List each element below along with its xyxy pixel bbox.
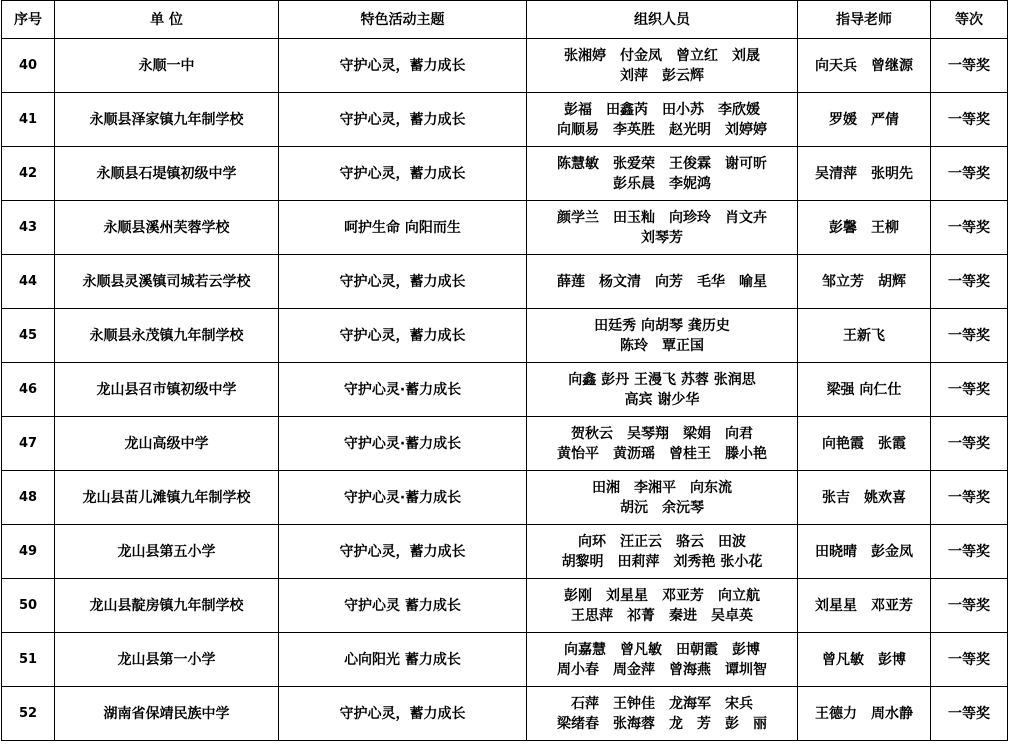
organizers-line: 胡黎明 田莉萍 刘秀艳 张小花	[561, 553, 763, 570]
organizers-line: 周小春 周金萍 曾海燕 谭圳智	[557, 661, 767, 678]
organizers-line: 向嘉慧 曾凡敏 田朝霞 彭博	[564, 641, 760, 658]
table-header	[2, 1, 1008, 39]
organizers-line: 黄怡平 黄沥瑶 曾桂王 滕小艳	[557, 445, 767, 462]
row-organizers	[527, 93, 798, 147]
row-advisors: 邹立芳 胡辉	[798, 255, 931, 309]
row-grade: 一等奖	[931, 363, 1008, 417]
row-advisors: 彭馨 王柳	[798, 201, 931, 255]
row-grade: 一等奖	[931, 201, 1008, 255]
row-theme: 守护心灵，蓄力成长	[279, 93, 527, 147]
table-row	[2, 201, 1008, 255]
row-unit: 永顺一中	[55, 39, 279, 93]
organizers-line: 刘萍 彭云辉	[620, 67, 704, 84]
row-unit: 湖南省保靖民族中学	[55, 687, 279, 741]
organizers-line: 向顺易 李英胜 赵光明 刘婷婷	[557, 121, 767, 138]
table-row	[2, 525, 1008, 579]
row-organizers	[527, 687, 798, 741]
row-number: 52	[2, 687, 55, 741]
row-theme: 守护心灵·蓄力成长	[279, 363, 527, 417]
organizers-line: 向鑫 彭丹 王漫飞 苏蓉 张润思	[568, 371, 756, 388]
row-unit: 龙山县第一小学	[55, 633, 279, 687]
row-advisors: 梁强 向仁仕	[798, 363, 931, 417]
row-organizers	[527, 579, 798, 633]
row-organizers	[527, 633, 798, 687]
row-organizers	[527, 417, 798, 471]
row-number: 46	[2, 363, 55, 417]
row-unit: 永顺县灵溪镇司城若云学校	[55, 255, 279, 309]
row-number: 41	[2, 93, 55, 147]
row-unit: 永顺县石堤镇初级中学	[55, 147, 279, 201]
row-number: 47	[2, 417, 55, 471]
row-theme: 心向阳光 蓄力成长	[279, 633, 527, 687]
row-unit: 龙山县召市镇初级中学	[55, 363, 279, 417]
table-row	[2, 309, 1008, 363]
row-theme: 守护心灵，蓄力成长	[279, 309, 527, 363]
table-row	[2, 255, 1008, 309]
header-theme: 特色活动主题	[279, 1, 527, 39]
row-advisors: 向天兵 曾继源	[798, 39, 931, 93]
table-row	[2, 687, 1008, 741]
row-organizers	[527, 363, 798, 417]
row-grade: 一等奖	[931, 417, 1008, 471]
organizers-line: 梁绪春 张海蓉 龙 芳 彭 丽	[557, 715, 767, 732]
header-advisors: 指导老师	[798, 1, 931, 39]
row-number: 40	[2, 39, 55, 93]
organizers-line: 彭福 田鑫芮 田小苏 李欣媛	[564, 101, 760, 118]
organizers-line: 薛莲 杨文清 向芳 毛华 喻星	[557, 273, 767, 290]
row-grade: 一等奖	[931, 687, 1008, 741]
organizers-line: 陈慧敏 张爱荣 王俊霖 谢可昕	[557, 155, 767, 172]
organizers-line: 王思萍 祁菁 秦进 吴卓英	[571, 607, 753, 624]
row-theme: 守护心灵，蓄力成长	[279, 147, 527, 201]
row-grade: 一等奖	[931, 147, 1008, 201]
row-organizers	[527, 255, 798, 309]
header-number: 序号	[2, 1, 55, 39]
organizers-line: 胡沅 余沅琴	[620, 499, 704, 516]
awards-table	[1, 0, 1008, 741]
row-unit: 永顺县溪州芙蓉学校	[55, 201, 279, 255]
header-organizers: 组织人员	[527, 1, 798, 39]
row-unit: 龙山县第五小学	[55, 525, 279, 579]
row-theme: 守护心灵，蓄力成长	[279, 687, 527, 741]
organizers-line: 向环 汪正云 骆云 田波	[578, 533, 746, 550]
row-number: 50	[2, 579, 55, 633]
row-unit: 永顺县泽家镇九年制学校	[55, 93, 279, 147]
row-advisors: 吴清萍 张明先	[798, 147, 931, 201]
row-number: 43	[2, 201, 55, 255]
row-organizers	[527, 39, 798, 93]
row-organizers	[527, 471, 798, 525]
table-row	[2, 417, 1008, 471]
row-advisors: 田晓晴 彭金凤	[798, 525, 931, 579]
row-number: 45	[2, 309, 55, 363]
row-advisors: 张吉 姚欢喜	[798, 471, 931, 525]
row-advisors: 罗媛 严倩	[798, 93, 931, 147]
organizers-line: 颜学兰 田玉籼 向珍玲 肖文卉	[557, 209, 767, 226]
row-grade: 一等奖	[931, 579, 1008, 633]
table-row	[2, 633, 1008, 687]
organizers-line: 刘琴芳	[641, 229, 683, 246]
row-number: 48	[2, 471, 55, 525]
table-row	[2, 147, 1008, 201]
row-unit: 龙山县靛房镇九年制学校	[55, 579, 279, 633]
row-theme: 守护心灵，蓄力成长	[279, 525, 527, 579]
row-organizers	[527, 147, 798, 201]
row-unit: 永顺县永茂镇九年制学校	[55, 309, 279, 363]
row-grade: 一等奖	[931, 39, 1008, 93]
row-grade: 一等奖	[931, 309, 1008, 363]
organizers-line: 张湘婷 付金凤 曾立红 刘晟	[564, 47, 760, 64]
row-number: 51	[2, 633, 55, 687]
table-row	[2, 93, 1008, 147]
header-row	[2, 1, 1008, 39]
row-grade: 一等奖	[931, 633, 1008, 687]
organizers-line: 彭乐晨 李妮鸿	[613, 175, 711, 192]
row-unit: 龙山县苗儿滩镇九年制学校	[55, 471, 279, 525]
table-row	[2, 579, 1008, 633]
row-theme: 呵护生命 向阳而生	[279, 201, 527, 255]
header-unit: 单 位	[55, 1, 279, 39]
row-organizers	[527, 201, 798, 255]
table-row	[2, 39, 1008, 93]
table-row	[2, 471, 1008, 525]
table-row	[2, 363, 1008, 417]
row-organizers	[527, 309, 798, 363]
organizers-line: 田廷秀 向胡琴 龚历史	[594, 317, 730, 334]
row-theme: 守护心灵，蓄力成长	[279, 255, 527, 309]
row-organizers	[527, 525, 798, 579]
organizers-line: 石萍 王钟佳 龙海军 宋兵	[571, 695, 753, 712]
organizers-line: 高宾 谢少华	[624, 391, 700, 408]
row-advisors: 向艳霞 张霞	[798, 417, 931, 471]
row-number: 42	[2, 147, 55, 201]
row-number: 44	[2, 255, 55, 309]
row-theme: 守护心灵，蓄力成长	[279, 39, 527, 93]
row-theme: 守护心灵·蓄力成长	[279, 471, 527, 525]
row-number: 49	[2, 525, 55, 579]
row-advisors: 曾凡敏 彭博	[798, 633, 931, 687]
table-body	[2, 39, 1008, 741]
row-theme: 守护心灵 蓄力成长	[279, 579, 527, 633]
row-advisors: 王新飞	[798, 309, 931, 363]
row-unit: 龙山高级中学	[55, 417, 279, 471]
organizers-line: 陈玲 覃正国	[620, 337, 704, 354]
row-advisors: 刘星星 邓亚芳	[798, 579, 931, 633]
organizers-line: 彭刚 刘星星 邓亚芳 向立航	[564, 587, 760, 604]
row-grade: 一等奖	[931, 471, 1008, 525]
header-grade: 等次	[931, 1, 1008, 39]
row-theme: 守护心灵·蓄力成长	[279, 417, 527, 471]
row-grade: 一等奖	[931, 255, 1008, 309]
row-grade: 一等奖	[931, 93, 1008, 147]
organizers-line: 田湘 李湘平 向东流	[592, 479, 732, 496]
row-grade: 一等奖	[931, 525, 1008, 579]
row-advisors: 王德力 周水静	[798, 687, 931, 741]
organizers-line: 贺秋云 吴琴翔 梁娟 向君	[571, 425, 753, 442]
